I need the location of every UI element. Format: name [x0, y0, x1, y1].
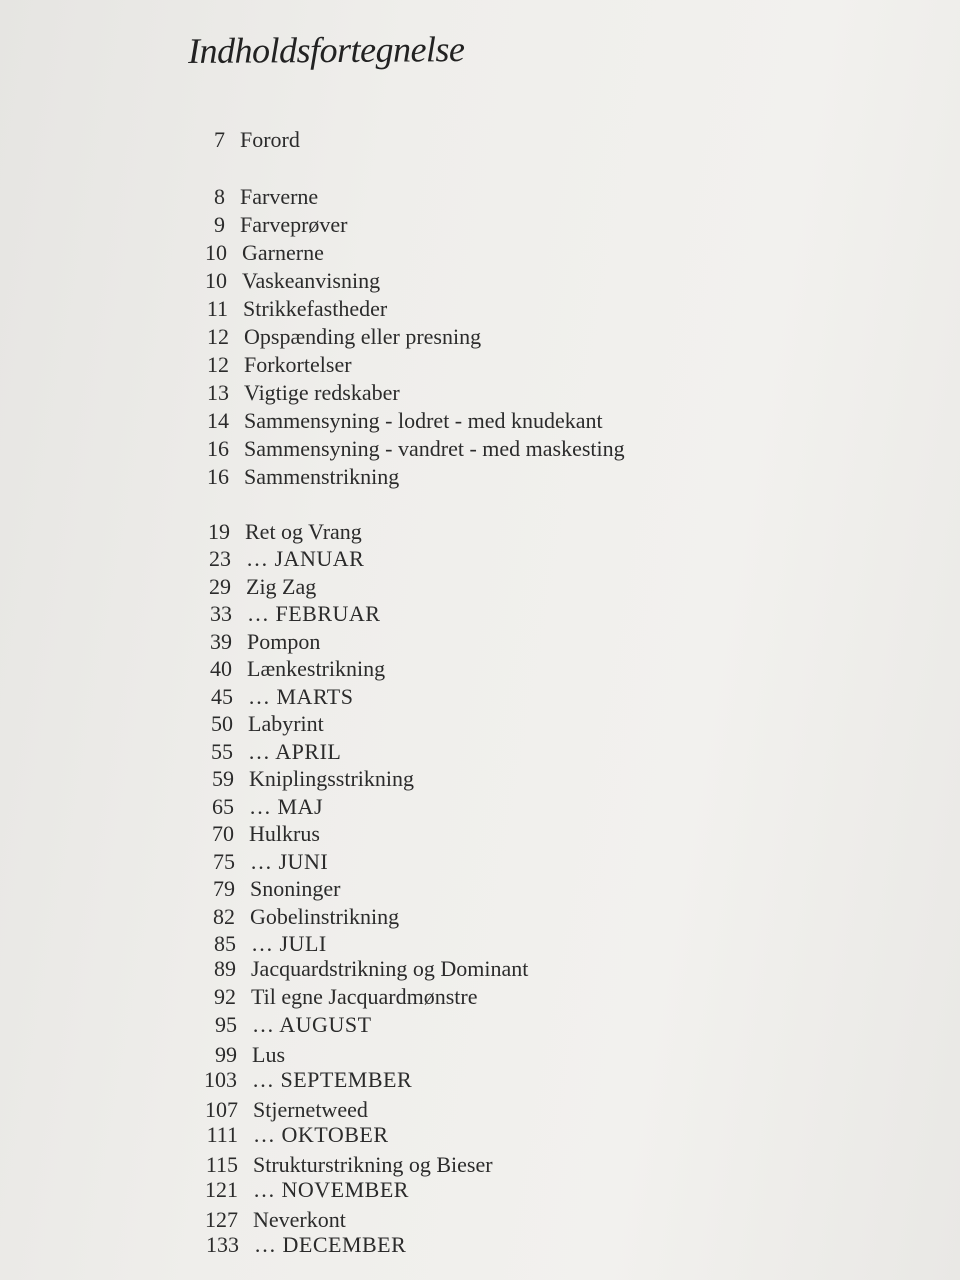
- toc-row: [0, 211, 960, 239]
- toc-page-number: 133: [206, 1232, 239, 1257]
- toc-row: [0, 435, 960, 463]
- toc-entry-title: Sammensyning - vandret - med maskesting: [244, 436, 625, 461]
- toc-row: [0, 407, 960, 435]
- toc-page-number: 40: [210, 656, 232, 681]
- toc-entry-title: … AUGUST: [252, 1012, 372, 1037]
- toc-page-number: 10: [205, 240, 227, 265]
- toc-page-number: 111: [206, 1122, 238, 1147]
- toc-row: [0, 848, 960, 876]
- toc-page-number: 95: [215, 1012, 237, 1037]
- toc-page-number: 121: [205, 1177, 238, 1202]
- toc-row: [0, 1231, 960, 1259]
- toc-entry-title: Sammensyning - lodret - med knudekant: [244, 408, 603, 433]
- toc-entry-title: Forkortelser: [244, 352, 352, 377]
- toc-entry-title: … JANUAR: [246, 546, 365, 571]
- toc-page-number: 55: [211, 739, 233, 764]
- toc-page-number: 99: [215, 1042, 237, 1067]
- toc-row: [0, 126, 960, 154]
- toc-entry-title: Sammenstrikning: [244, 464, 400, 489]
- toc-entry-title: Gobelinstrikning: [250, 904, 400, 929]
- toc-entry-title: … APRIL: [248, 739, 342, 764]
- toc-row: [0, 1011, 960, 1039]
- toc-page-number: 79: [213, 876, 235, 901]
- toc-row: [0, 655, 960, 683]
- toc-page-number: 89: [214, 956, 236, 981]
- toc-entry-title: … OKTOBER: [253, 1122, 389, 1147]
- toc-page-number: 39: [210, 629, 232, 654]
- toc-row: [0, 183, 960, 211]
- toc-row: [0, 1096, 960, 1124]
- toc-page-number: 45: [211, 684, 233, 709]
- toc-row: [0, 1066, 960, 1094]
- toc-entry-title: Lus: [252, 1042, 285, 1067]
- toc-entry-title: … JULI: [251, 931, 327, 956]
- toc-row: [0, 820, 960, 848]
- toc-entry-title: Farveprøver: [240, 212, 348, 237]
- toc-row: [0, 875, 960, 903]
- toc-row: [0, 628, 960, 656]
- toc-page-number: 19: [208, 519, 230, 544]
- toc-entry-title: Stjernetweed: [253, 1097, 368, 1122]
- toc-entry-title: Kniplingsstrikning: [249, 766, 415, 791]
- toc-page-number: 23: [209, 546, 231, 571]
- toc-entry-title: Opspænding eller presning: [244, 324, 482, 349]
- toc-row: [0, 463, 960, 491]
- toc-row: [0, 545, 960, 573]
- toc-page-number: 8: [214, 184, 225, 209]
- toc-entry-title: Hulkrus: [249, 821, 320, 846]
- toc-row: [0, 239, 960, 267]
- toc-page-number: 85: [214, 931, 236, 956]
- toc-entry-title: Vigtige redskaber: [244, 380, 400, 405]
- toc-page-number: 10: [205, 268, 227, 293]
- toc-page-number: 13: [207, 380, 229, 405]
- toc-entry-title: Strikkefastheder: [243, 296, 388, 321]
- toc-row: [0, 793, 960, 821]
- toc-page-number: 65: [212, 794, 234, 819]
- toc-entry-title: Strukturstrikning og Bieser: [253, 1152, 493, 1177]
- toc-entry-title: … JUNI: [250, 849, 329, 874]
- toc-row: [0, 765, 960, 793]
- toc-page-number: 16: [207, 436, 229, 461]
- toc-row: [0, 738, 960, 766]
- toc-row: [0, 955, 960, 983]
- toc-row: [0, 710, 960, 738]
- toc-page-number: 127: [205, 1207, 238, 1232]
- toc-page-number: 9: [214, 212, 225, 237]
- toc-row: [0, 351, 960, 379]
- toc-entry-title: … MAJ: [249, 794, 324, 819]
- toc-row: [0, 267, 960, 295]
- toc-page-number: 12: [207, 324, 229, 349]
- toc-entry-title: … NOVEMBER: [253, 1177, 409, 1202]
- toc-row: [0, 930, 960, 958]
- toc-page-number: 59: [212, 766, 234, 791]
- toc-page-number: 33: [210, 601, 232, 626]
- toc-page-number: 92: [214, 984, 236, 1009]
- page-title: Indholdsfortegnelse: [187, 29, 465, 71]
- toc-page-number: 11: [206, 296, 228, 321]
- toc-row: [0, 683, 960, 711]
- toc-row: [0, 903, 960, 931]
- toc-row: [0, 983, 960, 1011]
- toc-entry-title: Jacquardstrikning og Dominant: [251, 956, 529, 981]
- toc-row: [0, 600, 960, 628]
- toc-page-number: 50: [211, 711, 233, 736]
- toc-entry-title: Pompon: [247, 629, 321, 654]
- toc-entry-title: Labyrint: [248, 711, 324, 736]
- toc-page-number: 14: [207, 408, 229, 433]
- toc-row: [0, 1041, 960, 1069]
- toc-entry-title: Forord: [240, 127, 300, 152]
- toc-row: [0, 573, 960, 601]
- toc-entry-title: … FEBRUAR: [247, 601, 381, 626]
- toc-entry-title: Vaskeanvisning: [242, 268, 381, 293]
- toc-entry-title: Snoninger: [250, 876, 341, 901]
- toc-entry-title: … MARTS: [248, 684, 354, 709]
- toc-page-number: 7: [214, 127, 225, 152]
- toc-entry-title: … SEPTEMBER: [252, 1067, 413, 1092]
- toc-page-number: 75: [213, 849, 235, 874]
- toc-entry-title: Farverne: [240, 184, 319, 209]
- toc-row: [0, 1121, 960, 1149]
- toc-entry-title: Neverkont: [253, 1207, 346, 1232]
- toc-entry-title: Ret og Vrang: [245, 519, 362, 544]
- toc-row: [0, 518, 960, 546]
- toc-page-number: 103: [204, 1067, 237, 1092]
- toc-row: [0, 1206, 960, 1234]
- toc-row: [0, 323, 960, 351]
- toc-row: [0, 295, 960, 323]
- toc-page-number: 107: [205, 1097, 238, 1122]
- toc-entry-title: … DECEMBER: [254, 1232, 407, 1257]
- toc-entry-title: Til egne Jacquardmønstre: [251, 984, 478, 1009]
- toc-page-number: 12: [207, 352, 229, 377]
- toc-entry-title: Garnerne: [242, 240, 324, 265]
- toc-entry-title: Zig Zag: [246, 574, 317, 599]
- toc-page-number: 16: [207, 464, 229, 489]
- toc-page-number: 115: [205, 1152, 238, 1177]
- toc-entry-title: Lænkestrikning: [247, 656, 386, 681]
- toc-page-number: 70: [212, 821, 234, 846]
- toc-page-number: 29: [209, 574, 231, 599]
- toc-page-number: 82: [213, 904, 235, 929]
- toc-row: [0, 1151, 960, 1179]
- toc-row: [0, 379, 960, 407]
- toc-row: [0, 1176, 960, 1204]
